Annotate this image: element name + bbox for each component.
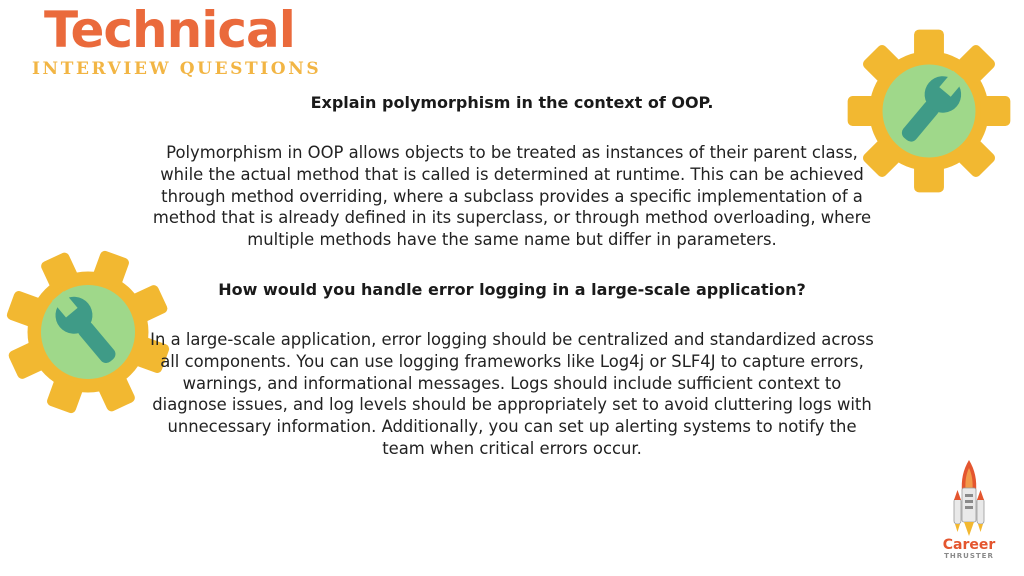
- question-1: Explain polymorphism in the context of OOP.: [310, 93, 714, 112]
- logo-subword: THRUSTER: [944, 552, 994, 560]
- logo-word: Career: [942, 537, 996, 553]
- career-thruster-logo: [934, 458, 1004, 570]
- rocket-icon: [949, 458, 989, 538]
- answer-1: Polymorphism in OOP allows objects to be treated as instances of their parent class, while the actual method that is called is determined at runtime. This can be achieved through method overriding, where a subclass provides a specific implementation of a method that is already defined in its superclass, or through method overloading, where multiple methods have the same name but differ in parameters.: [152, 143, 872, 250]
- question-2: How would you handle error logging in a large-scale application?: [218, 279, 806, 299]
- answer-2: In a large-scale application, error logging should be centralized and standardized across all components. You can use logging frameworks like Log4j or SLF4J to capture errors, warnings, and informational messages. Logs should include sufficient context to diagnose issues, and log levels should be appropriately set to avoid cluttering logs with unnecessary information. Additionally, you can set up alerting systems to notify the team when critical errors occur.: [150, 329, 874, 458]
- qa-content: [150, 92, 874, 460]
- page-title: Technical: [44, 1, 295, 59]
- gear-wrench-icon: [4, 248, 172, 416]
- page-subtitle: INTERVIEW QUESTIONS: [32, 59, 322, 79]
